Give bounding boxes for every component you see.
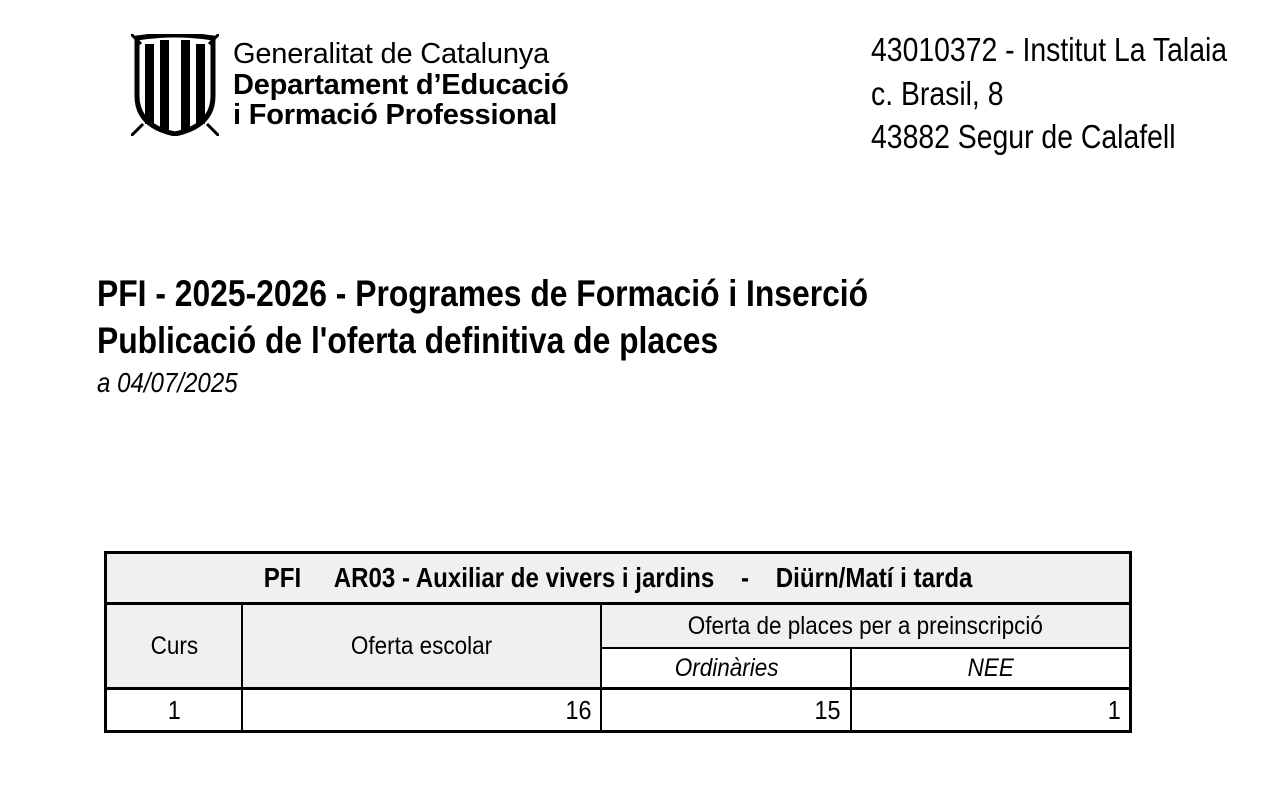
logo-department-2: i Formació Professional — [233, 99, 558, 132]
page-title: PFI - 2025-2026 - Programes de Formació i Inserció — [97, 273, 869, 314]
document-heading — [97, 270, 994, 399]
table-title — [106, 553, 1131, 604]
col-header-oferta — [242, 604, 602, 689]
publication-date: a 04/07/2025 — [97, 366, 238, 398]
cell-oferta-text: 16 — [564, 694, 591, 725]
cell-nee — [851, 689, 1130, 732]
logo-generalitat: Generalitat de Catalunya — [233, 38, 550, 71]
page-subtitle: Publicació de l'oferta definitiva de places — [97, 320, 719, 362]
catalan-coat-of-arms-icon — [131, 34, 219, 136]
offer-table — [104, 551, 1132, 733]
cell-ordinaries-text: 15 — [814, 694, 841, 725]
generalitat-logo — [131, 34, 569, 136]
logo-department: Departament d’Educació — [233, 68, 569, 101]
school-address — [871, 28, 1227, 159]
school-name: 43010372 - Institut La Talaia — [871, 31, 1228, 68]
col-header-ordinaries — [601, 648, 851, 689]
col-header-preinscripcio-text: Oferta de places per a preinscripció — [688, 611, 1044, 640]
col-header-ordinaries-text: Ordinàries — [674, 653, 779, 682]
table-title-text: PFI AR03 - Auxiliar de vivers i jardins - Diürn/Matí i tarda — [263, 562, 973, 593]
cell-curs-text: 1 — [167, 694, 181, 725]
school-city: 43882 Segur de Calafell — [871, 118, 1176, 156]
cell-oferta — [242, 689, 602, 732]
cell-ordinaries — [601, 689, 851, 732]
logo-text — [233, 39, 569, 130]
table-row — [106, 689, 1131, 732]
col-header-curs-text: Curs — [150, 631, 198, 660]
col-header-nee-text: NEE — [967, 653, 1014, 682]
cell-curs — [106, 689, 242, 732]
cell-nee-text: 1 — [1107, 694, 1121, 725]
school-street: c. Brasil, 8 — [871, 74, 1004, 112]
col-header-preinscripcio — [601, 604, 1130, 649]
col-header-curs — [106, 604, 242, 689]
col-header-oferta-text: Oferta escolar — [351, 631, 493, 660]
col-header-nee — [851, 648, 1130, 689]
